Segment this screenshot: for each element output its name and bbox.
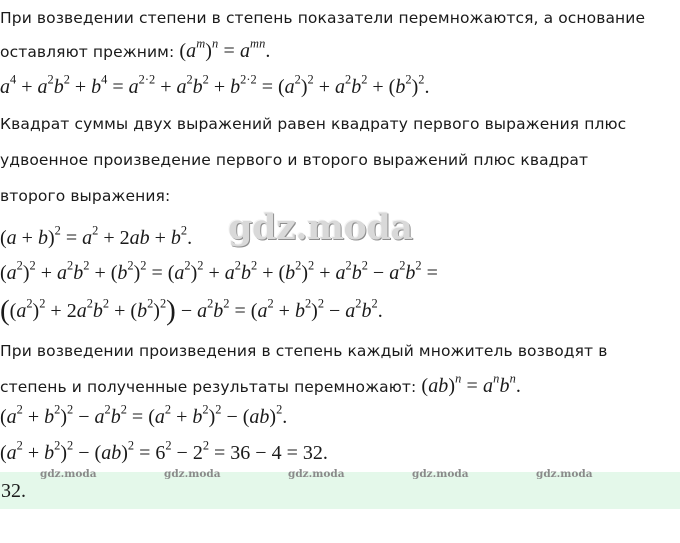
formula-power-of-power: $(a^m)^n = a^{mn}$.	[179, 36, 271, 62]
rule-power-of-power-line2	[0, 36, 271, 63]
equation-1: $a^4 + a^2b^2 + b^4 = a^{2\cdot 2} + a^2b^2 + b^{2\cdot 2} = (a^2)^2 + a^2b^2 + (b^2)^2$.	[0, 72, 430, 98]
formula-square-of-sum: $(a + b)^2 = a^2 + 2ab + b^2$.	[0, 223, 193, 249]
rule-square-of-sum-line2: удвоенное произведение первого и второго выражений плюс квадрат	[0, 151, 589, 169]
rule-power-of-product-text: степень и полученные результаты перемножают:	[0, 378, 417, 396]
answer-value: 32.	[1, 480, 26, 502]
watermark-small: gdz.moda	[164, 468, 221, 480]
rule-square-of-sum-line3: второго выражения:	[0, 187, 171, 205]
rule-power-of-product-line2	[0, 371, 521, 398]
watermark-small: gdz.moda	[288, 468, 345, 480]
watermark-small: gdz.moda	[536, 468, 593, 480]
equation-2: $(a^2)^2 + a^2b^2 + (b^2)^2 = (a^2)^2 + a^2b^2 + (b^2)^2 + a^2b^2 - a^2b^2$ =	[0, 258, 438, 284]
equation-5: $(a^2 + b^2)^2 - (ab)^2 = 6^2 - 2^2 = 36 - 4 = 32$.	[0, 438, 328, 464]
equation-3: $((a^2)^2 + 2a^2b^2 + (b^2)^2) - a^2b^2 = (a^2 + b^2)^2 - a^2b^2$.	[0, 294, 383, 327]
rule-power-of-power-text: оставляют прежним:	[0, 43, 175, 61]
rule-power-of-power-line1: При возведении степени в степень показатели перемножаются, а основание	[0, 9, 646, 27]
watermark-large: gdz.moda	[228, 207, 413, 248]
watermark-small: gdz.moda	[40, 468, 97, 480]
rule-power-of-product-line1: При возведении произведения в степень каждый множитель возводят в	[0, 342, 608, 360]
rule-square-of-sum-line1: Квадрат суммы двух выражений равен квадрату первого выражения плюс	[0, 115, 627, 133]
watermark-small: gdz.moda	[412, 468, 469, 480]
equation-4: $(a^2 + b^2)^2 - a^2b^2 = (a^2 + b^2)^2 - (ab)^2$.	[0, 402, 288, 428]
formula-power-of-product: $(ab)^n = a^nb^n$.	[421, 371, 521, 397]
